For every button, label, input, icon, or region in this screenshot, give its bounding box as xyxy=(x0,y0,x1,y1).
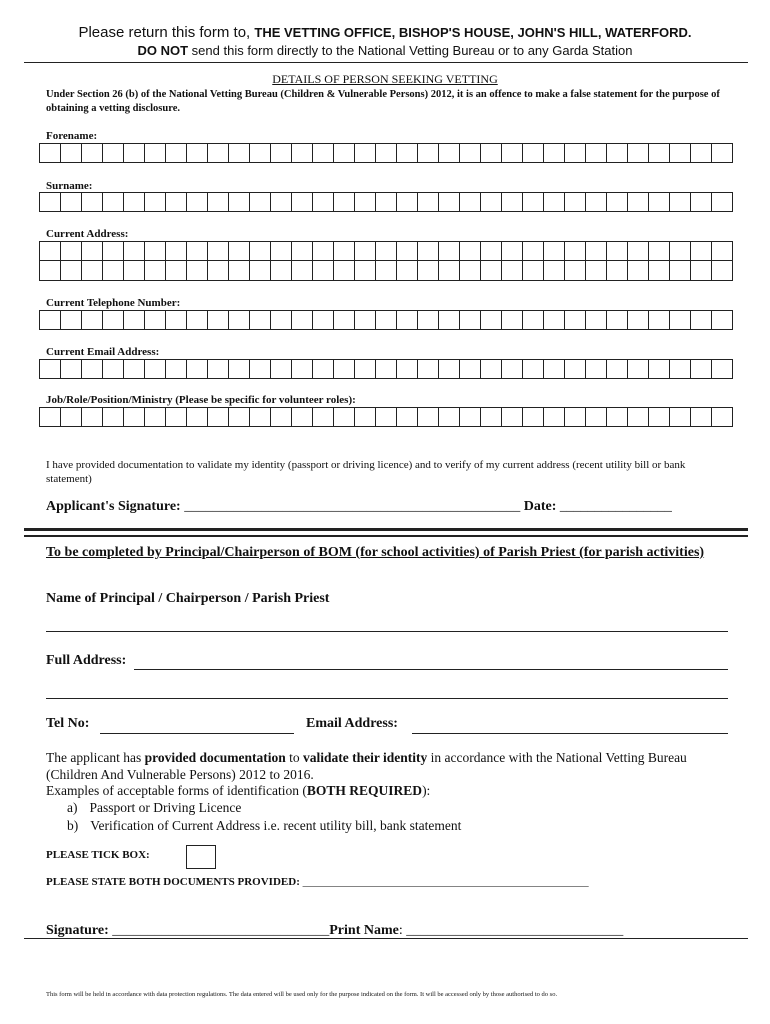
character-box[interactable] xyxy=(145,359,166,379)
applicant-signature-row: Applicant's Signature: ________________________________________________ Date: ________________ xyxy=(46,499,672,514)
character-box[interactable] xyxy=(607,192,628,212)
character-box[interactable] xyxy=(712,310,733,330)
character-box[interactable] xyxy=(481,241,502,261)
character-box[interactable] xyxy=(397,407,418,427)
character-box[interactable] xyxy=(607,407,628,427)
character-box[interactable] xyxy=(628,241,649,261)
character-box[interactable] xyxy=(649,143,670,163)
character-box[interactable] xyxy=(61,192,82,212)
character-box[interactable] xyxy=(145,241,166,261)
applicant-date-line[interactable]: ________________ xyxy=(559,499,672,514)
character-box[interactable] xyxy=(460,261,481,281)
character-box[interactable] xyxy=(61,143,82,163)
character-box[interactable] xyxy=(649,359,670,379)
character-box[interactable] xyxy=(124,261,145,281)
character-box[interactable] xyxy=(124,407,145,427)
option-b: b) Verification of Current Address i.e. recent utility bill, bank statement xyxy=(67,818,462,833)
character-box[interactable] xyxy=(397,359,418,379)
character-box[interactable] xyxy=(145,407,166,427)
character-box[interactable] xyxy=(166,143,187,163)
character-box[interactable] xyxy=(40,407,61,427)
character-box[interactable] xyxy=(187,241,208,261)
character-box[interactable] xyxy=(544,359,565,379)
address-field-line-2[interactable] xyxy=(39,261,733,281)
character-box[interactable] xyxy=(628,261,649,281)
character-box[interactable] xyxy=(502,143,523,163)
character-box[interactable] xyxy=(145,310,166,330)
character-box[interactable] xyxy=(481,261,502,281)
header-divider xyxy=(24,62,748,63)
character-box[interactable] xyxy=(565,143,586,163)
character-box[interactable] xyxy=(82,143,103,163)
character-box[interactable] xyxy=(229,261,250,281)
character-box[interactable] xyxy=(376,143,397,163)
character-box[interactable] xyxy=(418,407,439,427)
character-box[interactable] xyxy=(460,241,481,261)
character-box[interactable] xyxy=(103,143,124,163)
character-box[interactable] xyxy=(439,407,460,427)
character-box[interactable] xyxy=(334,261,355,281)
character-box[interactable] xyxy=(82,359,103,379)
full-address-label: Full Address: xyxy=(46,653,127,668)
character-box[interactable] xyxy=(565,407,586,427)
character-box[interactable] xyxy=(313,310,334,330)
character-box[interactable] xyxy=(481,310,502,330)
principal-email-label: Email Address: xyxy=(306,716,398,731)
character-box[interactable] xyxy=(250,359,271,379)
character-box[interactable] xyxy=(271,143,292,163)
character-box[interactable] xyxy=(334,407,355,427)
character-box[interactable] xyxy=(208,310,229,330)
character-box[interactable] xyxy=(418,310,439,330)
return-instruction: Please return this form to, THE VETTING OFFICE, BISHOP'S HOUSE, JOHN'S HILL, WATERFORD. xyxy=(78,24,692,41)
character-box[interactable] xyxy=(628,310,649,330)
character-box[interactable] xyxy=(460,359,481,379)
tick-box-label: PLEASE TICK BOX: xyxy=(46,849,150,861)
character-box[interactable] xyxy=(376,241,397,261)
character-box[interactable] xyxy=(607,359,628,379)
character-box[interactable] xyxy=(208,261,229,281)
character-box[interactable] xyxy=(502,359,523,379)
character-box[interactable] xyxy=(712,261,733,281)
character-box[interactable] xyxy=(271,192,292,212)
character-box[interactable] xyxy=(460,310,481,330)
character-box[interactable] xyxy=(502,261,523,281)
character-box[interactable] xyxy=(439,143,460,163)
job-field[interactable] xyxy=(39,407,733,427)
address-field-line-1[interactable] xyxy=(39,241,733,261)
character-box[interactable] xyxy=(103,310,124,330)
character-box[interactable] xyxy=(124,192,145,212)
character-box[interactable] xyxy=(187,310,208,330)
character-box[interactable] xyxy=(166,310,187,330)
character-box[interactable] xyxy=(82,310,103,330)
character-box[interactable] xyxy=(124,241,145,261)
character-box[interactable] xyxy=(250,241,271,261)
character-box[interactable] xyxy=(229,407,250,427)
signature-baseline xyxy=(24,938,748,939)
character-box[interactable] xyxy=(292,143,313,163)
character-box[interactable] xyxy=(670,310,691,330)
character-box[interactable] xyxy=(649,241,670,261)
character-box[interactable] xyxy=(691,241,712,261)
section-divider-thick xyxy=(24,528,748,531)
character-box[interactable] xyxy=(418,143,439,163)
character-box[interactable] xyxy=(166,359,187,379)
character-box[interactable] xyxy=(439,192,460,212)
character-box[interactable] xyxy=(607,261,628,281)
tick-box[interactable] xyxy=(186,845,216,869)
character-box[interactable] xyxy=(40,241,61,261)
character-box[interactable] xyxy=(397,192,418,212)
character-box[interactable] xyxy=(544,310,565,330)
character-box[interactable] xyxy=(544,192,565,212)
principal-signature-line[interactable]: _______________________________ xyxy=(112,923,330,938)
character-box[interactable] xyxy=(313,359,334,379)
character-box[interactable] xyxy=(502,192,523,212)
character-box[interactable] xyxy=(670,192,691,212)
character-box[interactable] xyxy=(544,261,565,281)
surname-field[interactable] xyxy=(39,192,733,212)
job-label: Job/Role/Position/Ministry (Please be specific for volunteer roles): xyxy=(46,394,356,406)
character-box[interactable] xyxy=(397,143,418,163)
character-box[interactable] xyxy=(670,241,691,261)
character-box[interactable] xyxy=(397,261,418,281)
character-box[interactable] xyxy=(103,407,124,427)
character-box[interactable] xyxy=(82,261,103,281)
character-box[interactable] xyxy=(607,310,628,330)
forename-field[interactable] xyxy=(39,143,733,163)
character-box[interactable] xyxy=(691,407,712,427)
character-box[interactable] xyxy=(376,407,397,427)
character-box[interactable] xyxy=(523,407,544,427)
character-box[interactable] xyxy=(691,261,712,281)
character-box[interactable] xyxy=(229,143,250,163)
character-box[interactable] xyxy=(544,143,565,163)
character-box[interactable] xyxy=(229,359,250,379)
character-box[interactable] xyxy=(313,192,334,212)
character-box[interactable] xyxy=(481,143,502,163)
character-box[interactable] xyxy=(712,407,733,427)
character-box[interactable] xyxy=(229,192,250,212)
character-box[interactable] xyxy=(208,407,229,427)
character-box[interactable] xyxy=(460,192,481,212)
character-box[interactable] xyxy=(670,143,691,163)
character-box[interactable] xyxy=(418,241,439,261)
character-box[interactable] xyxy=(628,143,649,163)
option-a: a) Passport or Driving Licence xyxy=(67,800,242,815)
character-box[interactable] xyxy=(460,143,481,163)
character-box[interactable] xyxy=(40,143,61,163)
character-box[interactable] xyxy=(628,407,649,427)
character-box[interactable] xyxy=(61,407,82,427)
character-box[interactable] xyxy=(166,407,187,427)
email-label: Current Email Address: xyxy=(46,346,160,358)
principal-signature-row: Signature: _______________________________Print Name: _______________________________ xyxy=(46,923,624,938)
character-box[interactable] xyxy=(502,241,523,261)
character-box[interactable] xyxy=(103,359,124,379)
character-box[interactable] xyxy=(334,310,355,330)
character-box[interactable] xyxy=(145,261,166,281)
character-box[interactable] xyxy=(355,261,376,281)
character-box[interactable] xyxy=(250,143,271,163)
character-box[interactable] xyxy=(376,359,397,379)
character-box[interactable] xyxy=(376,261,397,281)
character-box[interactable] xyxy=(355,310,376,330)
character-box[interactable] xyxy=(292,359,313,379)
character-box[interactable] xyxy=(124,143,145,163)
character-box[interactable] xyxy=(271,261,292,281)
section-title-person: DETAILS OF PERSON SEEKING VETTING xyxy=(272,72,498,86)
tel-label: Tel No: xyxy=(46,716,90,731)
character-box[interactable] xyxy=(712,359,733,379)
character-box[interactable] xyxy=(565,261,586,281)
character-box[interactable] xyxy=(292,407,313,427)
character-box[interactable] xyxy=(208,143,229,163)
character-box[interactable] xyxy=(313,407,334,427)
telephone-label: Current Telephone Number: xyxy=(46,297,181,309)
character-box[interactable] xyxy=(418,261,439,281)
character-box[interactable] xyxy=(334,241,355,261)
character-box[interactable] xyxy=(439,261,460,281)
character-box[interactable] xyxy=(250,407,271,427)
character-box[interactable] xyxy=(355,143,376,163)
character-box[interactable] xyxy=(586,143,607,163)
character-box[interactable] xyxy=(145,192,166,212)
tel-line[interactable] xyxy=(100,733,294,734)
character-box[interactable] xyxy=(208,192,229,212)
identity-declaration: I have provided documentation to validate my identity (passport or driving licence) and to verify of my current address (recent utility bill or bank statement) xyxy=(46,459,686,485)
character-box[interactable] xyxy=(502,407,523,427)
surname-label: Surname: xyxy=(46,180,93,192)
character-box[interactable] xyxy=(61,241,82,261)
applicant-validation-text: The applicant has provided documentation to validate their identity in accordance with the National Vetting Bureau (Children And Vulnerable Persons) 2012 to 2016. xyxy=(46,750,687,782)
character-box[interactable] xyxy=(82,241,103,261)
character-box[interactable] xyxy=(292,261,313,281)
character-box[interactable] xyxy=(481,192,502,212)
print-name-line[interactable]: _______________________________ xyxy=(402,923,624,938)
character-box[interactable] xyxy=(187,143,208,163)
character-box[interactable] xyxy=(124,310,145,330)
character-box[interactable] xyxy=(145,143,166,163)
character-box[interactable] xyxy=(523,359,544,379)
telephone-field[interactable] xyxy=(39,310,733,330)
character-box[interactable] xyxy=(61,310,82,330)
character-box[interactable] xyxy=(523,241,544,261)
character-box[interactable] xyxy=(586,310,607,330)
character-box[interactable] xyxy=(313,241,334,261)
section-title-principal: To be completed by Principal/Chairperson of BOM (for school activities) of Parish Priest (for parish activities) xyxy=(46,545,705,560)
character-box[interactable] xyxy=(271,241,292,261)
character-box[interactable] xyxy=(292,192,313,212)
character-box[interactable] xyxy=(523,192,544,212)
character-box[interactable] xyxy=(439,241,460,261)
character-box[interactable] xyxy=(355,241,376,261)
character-box[interactable] xyxy=(586,192,607,212)
character-box[interactable] xyxy=(40,192,61,212)
character-box[interactable] xyxy=(586,359,607,379)
principal-name-line[interactable] xyxy=(46,631,728,632)
do-not-send-note: DO NOT send this form directly to the National Vetting Bureau or to any Garda Station xyxy=(137,43,633,58)
character-box[interactable] xyxy=(691,359,712,379)
data-protection-footer: This form will be held in accordance with data protection regulations. The data entered will be used only for the purpose indicated on the form. It will be accessed only by those authorised to do so. xyxy=(46,991,558,998)
character-box[interactable] xyxy=(61,359,82,379)
character-box[interactable] xyxy=(418,192,439,212)
character-box[interactable] xyxy=(334,359,355,379)
character-box[interactable] xyxy=(376,192,397,212)
character-box[interactable] xyxy=(250,192,271,212)
character-box[interactable] xyxy=(649,261,670,281)
character-box[interactable] xyxy=(565,310,586,330)
documents-provided-row: PLEASE STATE BOTH DOCUMENTS PROVIDED: ____________________________________________________ xyxy=(46,876,589,888)
full-address-line-2[interactable] xyxy=(46,698,728,699)
character-box[interactable] xyxy=(628,192,649,212)
character-box[interactable] xyxy=(502,310,523,330)
character-box[interactable] xyxy=(124,359,145,379)
character-box[interactable] xyxy=(397,310,418,330)
character-box[interactable] xyxy=(460,407,481,427)
character-box[interactable] xyxy=(166,241,187,261)
applicant-signature-line[interactable]: ________________________________________________ xyxy=(184,499,521,514)
character-box[interactable] xyxy=(271,359,292,379)
character-box[interactable] xyxy=(523,143,544,163)
section-divider-thin xyxy=(24,535,748,537)
character-box[interactable] xyxy=(691,310,712,330)
character-box[interactable] xyxy=(313,143,334,163)
character-box[interactable] xyxy=(40,310,61,330)
character-box[interactable] xyxy=(523,261,544,281)
return-address: THE VETTING OFFICE, BISHOP'S HOUSE, JOHN'S HILL, WATERFORD. xyxy=(254,25,692,40)
character-box[interactable] xyxy=(439,359,460,379)
character-box[interactable] xyxy=(649,192,670,212)
character-box[interactable] xyxy=(250,310,271,330)
character-box[interactable] xyxy=(61,261,82,281)
character-box[interactable] xyxy=(271,310,292,330)
character-box[interactable] xyxy=(166,192,187,212)
character-box[interactable] xyxy=(439,310,460,330)
documents-provided-line[interactable]: ____________________________________________________ xyxy=(302,876,589,888)
character-box[interactable] xyxy=(712,143,733,163)
character-box[interactable] xyxy=(355,192,376,212)
character-box[interactable] xyxy=(250,261,271,281)
character-box[interactable] xyxy=(103,192,124,212)
character-box[interactable] xyxy=(481,407,502,427)
character-box[interactable] xyxy=(586,407,607,427)
character-box[interactable] xyxy=(691,143,712,163)
character-box[interactable] xyxy=(607,143,628,163)
character-box[interactable] xyxy=(418,359,439,379)
character-box[interactable] xyxy=(712,241,733,261)
character-box[interactable] xyxy=(187,192,208,212)
character-box[interactable] xyxy=(355,359,376,379)
character-box[interactable] xyxy=(334,192,355,212)
character-box[interactable] xyxy=(565,241,586,261)
character-box[interactable] xyxy=(355,407,376,427)
character-box[interactable] xyxy=(670,359,691,379)
character-box[interactable] xyxy=(565,359,586,379)
character-box[interactable] xyxy=(208,359,229,379)
character-box[interactable] xyxy=(208,241,229,261)
character-box[interactable] xyxy=(292,241,313,261)
character-box[interactable] xyxy=(691,192,712,212)
character-box[interactable] xyxy=(544,241,565,261)
character-box[interactable] xyxy=(229,241,250,261)
character-box[interactable] xyxy=(229,310,250,330)
character-box[interactable] xyxy=(82,192,103,212)
character-box[interactable] xyxy=(271,407,292,427)
character-box[interactable] xyxy=(187,261,208,281)
forename-label: Forename: xyxy=(46,130,98,142)
character-box[interactable] xyxy=(292,310,313,330)
character-box[interactable] xyxy=(607,241,628,261)
character-box[interactable] xyxy=(376,310,397,330)
character-box[interactable] xyxy=(313,261,334,281)
character-box[interactable] xyxy=(481,359,502,379)
character-box[interactable] xyxy=(670,407,691,427)
character-box[interactable] xyxy=(397,241,418,261)
character-box[interactable] xyxy=(586,241,607,261)
character-box[interactable] xyxy=(544,407,565,427)
full-address-line-1[interactable] xyxy=(134,669,728,670)
character-box[interactable] xyxy=(586,261,607,281)
character-box[interactable] xyxy=(565,192,586,212)
character-box[interactable] xyxy=(523,310,544,330)
character-box[interactable] xyxy=(649,407,670,427)
character-box[interactable] xyxy=(628,359,649,379)
examples-line: Examples of acceptable forms of identification (BOTH REQUIRED): xyxy=(46,783,431,798)
character-box[interactable] xyxy=(649,310,670,330)
email-field[interactable] xyxy=(39,359,733,379)
character-box[interactable] xyxy=(103,241,124,261)
character-box[interactable] xyxy=(40,261,61,281)
principal-email-line[interactable] xyxy=(412,733,728,734)
character-box[interactable] xyxy=(103,261,124,281)
character-box[interactable] xyxy=(670,261,691,281)
character-box[interactable] xyxy=(187,359,208,379)
legal-warning: Under Section 26 (b) of the National Vetting Bureau (Children & Vulnerable Persons) 2012, it is an offence to make a false statement for the purpose of obtaining a vetting disclosure. xyxy=(46,89,720,114)
character-box[interactable] xyxy=(187,407,208,427)
address-label: Current Address: xyxy=(46,228,129,240)
character-box[interactable] xyxy=(166,261,187,281)
principal-name-label: Name of Principal / Chairperson / Parish Priest xyxy=(46,591,330,606)
character-box[interactable] xyxy=(334,143,355,163)
character-box[interactable] xyxy=(712,192,733,212)
character-box[interactable] xyxy=(82,407,103,427)
character-box[interactable] xyxy=(40,359,61,379)
